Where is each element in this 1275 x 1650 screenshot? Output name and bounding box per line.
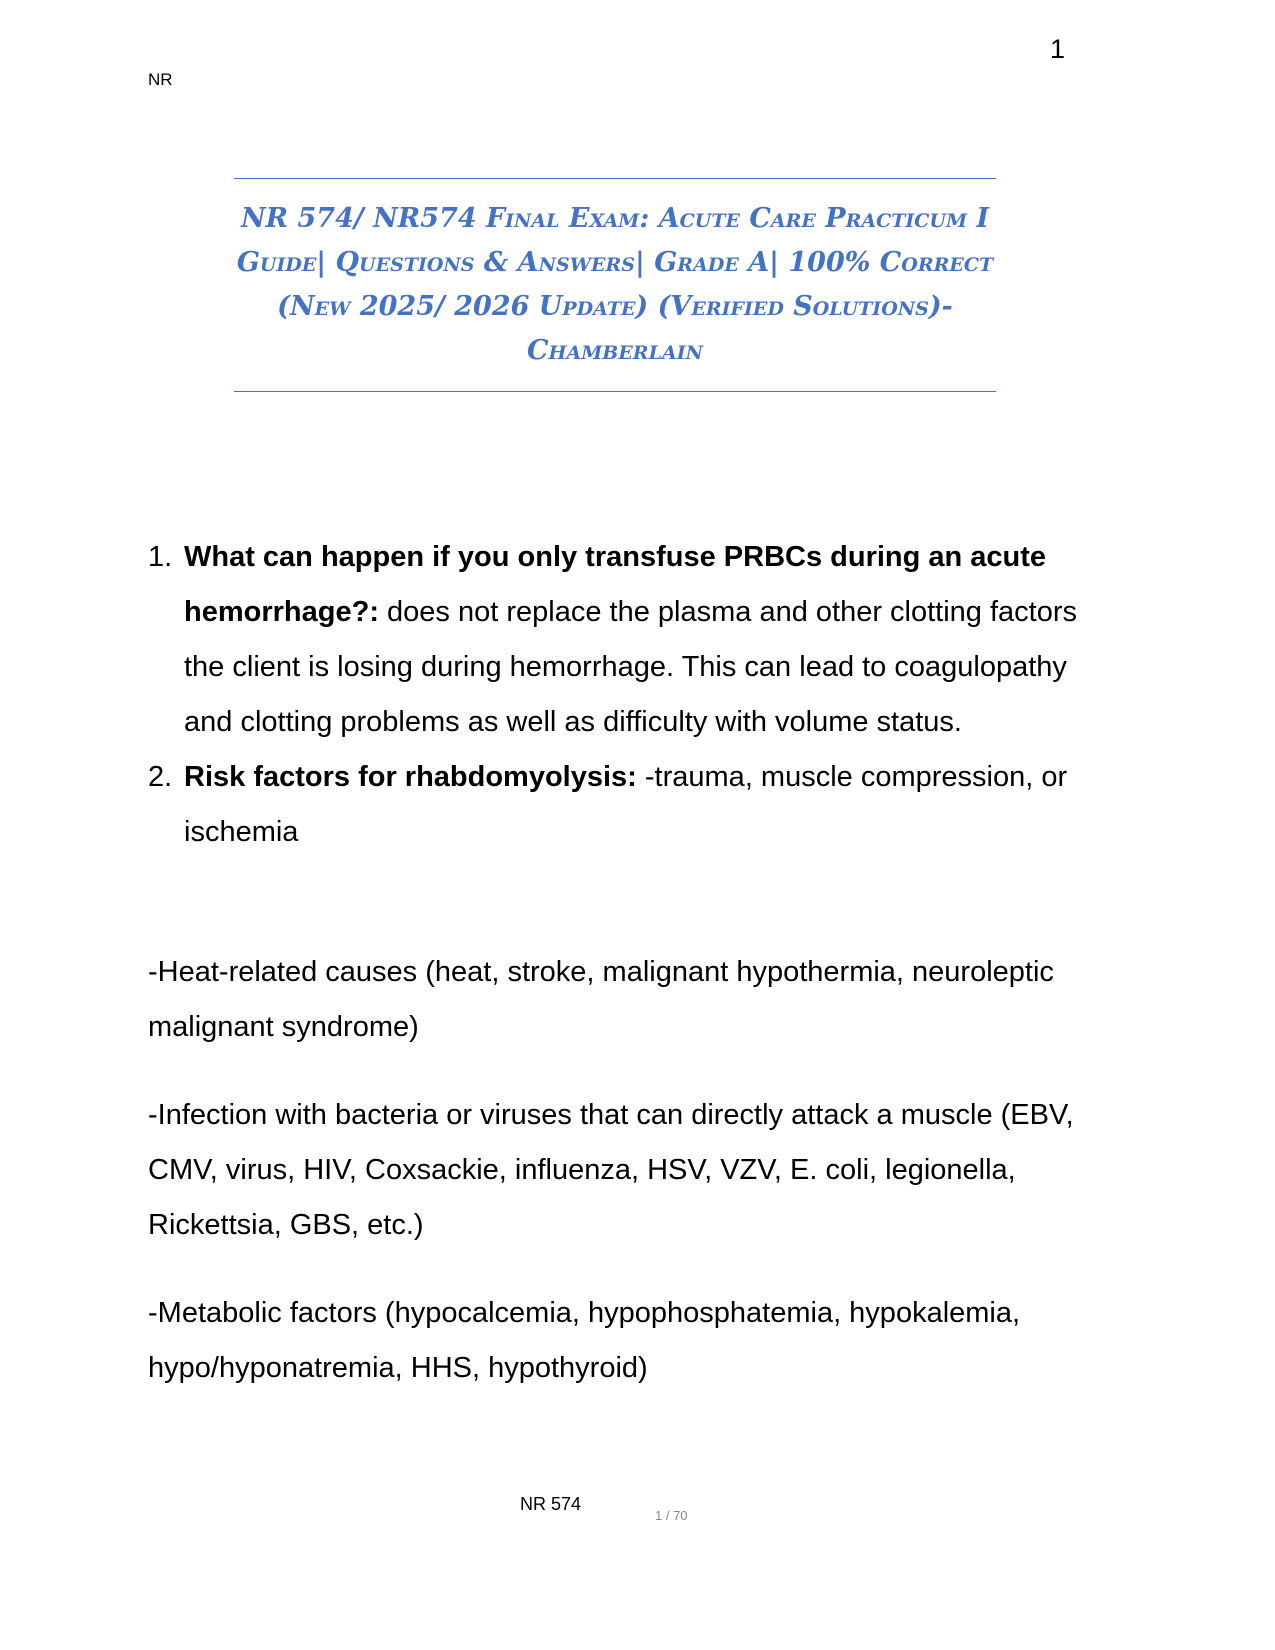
title-top-rule [234, 178, 996, 179]
qa-item-2 [148, 750, 1108, 860]
qa-item-1 [148, 530, 1108, 750]
qa-number: 2. [148, 761, 173, 793]
footer-text: NR 574 [520, 1494, 582, 1514]
paragraph-infection: -Infection with bacteria or viruses that can directly attack a muscle (EBV, CMV, virus, HIV, Coxsackie, influenza, HSV, VZV, E. coli, legionella, Rickettsia, GBS, etc.) [148, 1099, 1074, 1241]
title-bottom-rule [234, 391, 996, 392]
document-title: NR 574/ NR574 Final Exam: Acute Care Practicum I Guide| Questions & Answers| Grade A| 100% Correct (New 2025/ 2026 Update) (Verified Solutions)- Chamberlain [236, 203, 994, 366]
header-left-text: NR [148, 70, 173, 89]
paragraph-heat-causes: -Heat-related causes (heat, stroke, malignant hypothermia, neuroleptic malignant syndrome) [148, 956, 1054, 1043]
qa-question: Risk factors for rhabdomyolysis: [184, 761, 637, 793]
qa-number: 1. [148, 541, 173, 573]
page-number: 1 [1050, 34, 1066, 64]
page-indicator: 1 / 70 [655, 1508, 688, 1523]
qa-question: What can happen if you only transfuse PRBCs during an acute hemorrhage?: [184, 541, 1047, 628]
qa-answer: does not replace the plasma and other clotting factors the client is losing during hemorrhage. This can lead to coagulopathy and clotting problems as well as difficulty with volume status. [184, 596, 1078, 738]
title-block [234, 178, 996, 392]
paragraph-metabolic: -Metabolic factors (hypocalcemia, hypophosphatemia, hypokalemia, hypo/hyponatremia, HHS, hypothyroid) [148, 1297, 1021, 1384]
qa-answer: -trauma, muscle compression, or ischemia [184, 761, 1068, 848]
qa-list [148, 530, 1108, 860]
